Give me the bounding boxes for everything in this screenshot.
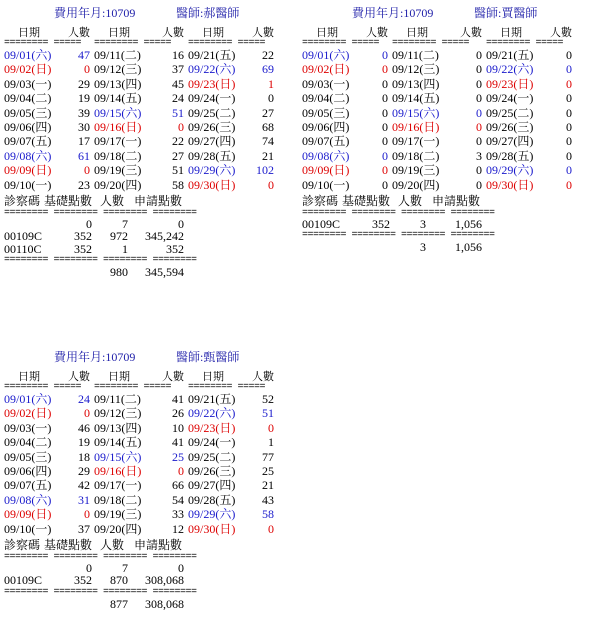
count-cell: 0 — [382, 177, 388, 192]
date-cell: 09/27(四) — [486, 134, 534, 149]
count-cell: 0 — [382, 91, 388, 106]
date-cell: 09/26(三) — [188, 120, 236, 134]
count-cell: 29 — [78, 76, 90, 91]
date-cell: 09/15(六) — [392, 105, 440, 120]
column-header-date: 日期 — [18, 371, 40, 383]
summary-code: 00109C — [302, 217, 341, 231]
count-cell: 58 — [262, 507, 274, 522]
date-cell: 09/18(二) — [392, 148, 440, 163]
count-cell: 46 — [78, 420, 90, 435]
summary-header-base: 基礎點數 — [44, 194, 93, 208]
date-cell: 09/01(六) — [4, 392, 52, 406]
column-header-count: 人數 — [366, 27, 388, 39]
count-cell: 17 — [78, 134, 90, 149]
summary-header-code: 診察碼 — [4, 538, 41, 552]
summary-people: 870 — [110, 573, 128, 588]
date-cell: 09/25(二) — [188, 449, 236, 464]
total-claim: 308,068 — [145, 596, 184, 611]
count-cell: 39 — [78, 105, 90, 120]
count-cell: 27 — [172, 148, 184, 163]
count-cell: 0 — [566, 76, 572, 91]
count-cell: 0 — [476, 62, 482, 77]
divider-rule: ======== ======== ======== ======== — [4, 552, 197, 563]
count-cell: 43 — [262, 492, 274, 507]
count-cell: 0 — [566, 105, 572, 120]
date-cell: 09/11(二) — [94, 48, 141, 62]
date-cell: 09/04(二) — [302, 91, 350, 106]
date-cell: 09/01(六) — [4, 48, 52, 62]
count-cell: 42 — [78, 478, 90, 493]
count-cell: 33 — [172, 507, 184, 522]
summary-claim: 1,056 — [455, 217, 482, 231]
date-cell: 09/14(五) — [94, 91, 142, 106]
count-cell: 22 — [172, 134, 184, 149]
summary-people: 7 — [122, 217, 128, 231]
summary-people: 972 — [110, 229, 128, 244]
column-header-date: 日期 — [500, 27, 522, 39]
count-cell: 0 — [476, 91, 482, 106]
count-cell: 30 — [78, 120, 90, 134]
summary-base: 352 — [372, 217, 390, 231]
count-cell: 41 — [172, 392, 184, 406]
date-cell: 09/07(五) — [4, 478, 52, 493]
count-cell: 0 — [178, 120, 184, 134]
date-cell: 09/02(日) — [4, 62, 52, 77]
count-cell: 0 — [476, 120, 482, 134]
divider-rule: ======== ===== — [392, 38, 470, 49]
count-cell: 77 — [262, 449, 274, 464]
date-cell: 09/19(三) — [94, 507, 142, 522]
count-cell: 51 — [172, 163, 184, 178]
count-cell: 51 — [172, 105, 184, 120]
total-people: 980 — [110, 265, 128, 280]
date-cell: 09/15(六) — [94, 449, 142, 464]
count-cell: 41 — [172, 435, 184, 450]
summary-base: 352 — [74, 573, 92, 588]
date-cell: 09/19(三) — [94, 163, 142, 178]
count-cell: 16 — [172, 48, 184, 62]
summary-code: 00109C — [4, 229, 43, 244]
count-cell: 0 — [178, 464, 184, 478]
date-cell: 09/21(五) — [188, 392, 236, 406]
count-cell: 0 — [566, 134, 572, 149]
summary-base: 352 — [74, 241, 92, 256]
count-cell: 0 — [566, 91, 572, 106]
summary-claim: 345,242 — [145, 229, 184, 244]
date-cell: 09/08(六) — [302, 148, 350, 163]
date-cell: 09/11(二) — [94, 392, 141, 406]
count-cell: 0 — [566, 120, 572, 134]
count-cell: 31 — [78, 492, 90, 507]
divider-rule: ======== ===== — [4, 38, 82, 49]
count-cell: 47 — [78, 48, 90, 62]
doctor-block — [2, 350, 282, 620]
date-cell: 09/13(四) — [94, 76, 142, 91]
column-header-count: 人數 — [460, 27, 482, 39]
fee-period-label: 費用年月:10709 — [54, 350, 136, 364]
count-cell: 0 — [382, 148, 388, 163]
column-header-count: 人數 — [68, 27, 90, 39]
doctor-name-label: 醫師:郝醫師 — [176, 6, 240, 20]
divider-rule: ======== ===== — [486, 38, 564, 49]
date-cell: 09/01(六) — [302, 48, 350, 62]
date-cell: 09/24(一) — [486, 91, 534, 106]
count-cell: 26 — [172, 406, 184, 421]
summary-header-code: 診察碼 — [302, 194, 339, 208]
divider-rule: ======== ===== — [188, 38, 266, 49]
count-cell: 24 — [78, 392, 90, 406]
date-cell: 09/14(五) — [94, 435, 142, 450]
count-cell: 0 — [84, 406, 90, 421]
date-cell: 09/12(三) — [94, 406, 142, 421]
summary-base: 0 — [86, 561, 92, 575]
date-cell: 09/17(一) — [94, 134, 142, 149]
count-cell: 0 — [476, 48, 482, 62]
date-cell: 09/11(二) — [392, 48, 439, 62]
date-cell: 09/30(日) — [188, 177, 236, 192]
date-cell: 09/20(四) — [392, 177, 440, 192]
total-claim: 345,594 — [145, 265, 184, 280]
count-cell: 0 — [566, 62, 572, 77]
count-cell: 24 — [172, 91, 184, 106]
column-header-count: 人數 — [162, 27, 184, 39]
count-cell: 29 — [78, 464, 90, 478]
date-cell: 09/27(四) — [188, 478, 236, 493]
date-cell: 09/24(一) — [188, 435, 236, 450]
total-people: 877 — [110, 596, 128, 611]
count-cell: 0 — [268, 521, 274, 536]
count-cell: 0 — [476, 134, 482, 149]
count-cell: 0 — [566, 148, 572, 163]
date-cell: 09/23(日) — [188, 76, 236, 91]
date-cell: 09/15(六) — [94, 105, 142, 120]
count-cell: 23 — [78, 177, 90, 192]
date-cell: 09/06(四) — [302, 120, 350, 134]
date-cell: 09/04(二) — [4, 435, 52, 450]
date-cell: 09/20(四) — [94, 521, 142, 536]
date-cell: 09/21(五) — [188, 48, 236, 62]
column-header-date: 日期 — [202, 371, 224, 383]
date-cell: 09/27(四) — [188, 134, 236, 149]
date-cell: 09/26(三) — [188, 464, 236, 478]
divider-rule: ======== ===== — [188, 382, 266, 393]
column-header-count: 人數 — [68, 371, 90, 383]
date-cell: 09/12(三) — [94, 62, 142, 77]
count-cell: 51 — [262, 406, 274, 421]
count-cell: 21 — [262, 478, 274, 493]
count-cell: 10 — [172, 420, 184, 435]
date-cell: 09/10(一) — [4, 521, 52, 536]
count-cell: 25 — [262, 464, 274, 478]
count-cell: 0 — [382, 48, 388, 62]
summary-header-people: 人數 — [100, 538, 125, 552]
fee-period-label: 費用年月:10709 — [352, 6, 434, 20]
count-cell: 0 — [84, 163, 90, 178]
count-cell: 0 — [268, 91, 274, 106]
date-cell: 09/13(四) — [392, 76, 440, 91]
date-cell: 09/10(一) — [302, 177, 350, 192]
total-claim: 1,056 — [455, 240, 482, 255]
doctor-name-label: 醫師:賈醫師 — [474, 6, 538, 20]
column-header-date: 日期 — [316, 27, 338, 39]
count-cell: 19 — [78, 435, 90, 450]
date-cell: 09/03(一) — [4, 420, 52, 435]
divider-rule: ======== ======== ======== ======== — [302, 208, 495, 219]
summary-code: 00109C — [4, 573, 43, 588]
date-cell: 09/17(一) — [94, 478, 142, 493]
count-cell: 21 — [262, 148, 274, 163]
count-cell: 66 — [172, 478, 184, 493]
date-cell: 09/26(三) — [486, 120, 534, 134]
summary-header-claim: 申請點數 — [134, 194, 183, 208]
summary-people: 7 — [122, 561, 128, 575]
column-header-date: 日期 — [108, 371, 130, 383]
date-cell: 09/08(六) — [4, 148, 52, 163]
date-cell: 09/07(五) — [302, 134, 350, 149]
date-cell: 09/03(一) — [4, 76, 52, 91]
count-cell: 74 — [262, 134, 274, 149]
date-cell: 09/22(六) — [188, 406, 236, 421]
date-cell: 09/05(三) — [4, 449, 52, 464]
count-cell: 37 — [78, 521, 90, 536]
count-cell: 1 — [268, 435, 274, 450]
summary-claim: 352 — [166, 241, 184, 256]
date-cell: 09/29(六) — [188, 163, 236, 178]
count-cell: 58 — [172, 177, 184, 192]
date-cell: 09/25(二) — [486, 105, 534, 120]
date-cell: 09/30(日) — [188, 521, 236, 536]
summary-base: 352 — [74, 229, 92, 244]
count-cell: 25 — [172, 449, 184, 464]
date-cell: 09/10(一) — [4, 177, 52, 192]
date-cell: 09/06(四) — [4, 464, 52, 478]
count-cell: 69 — [262, 62, 274, 77]
date-cell: 09/03(一) — [302, 76, 350, 91]
divider-rule: ======== ===== — [302, 38, 380, 49]
column-header-count: 人數 — [550, 27, 572, 39]
date-cell: 09/13(四) — [94, 420, 142, 435]
summary-code: 00110C — [4, 241, 42, 256]
divider-rule: ======== ===== — [94, 382, 172, 393]
total-people: 3 — [420, 240, 426, 255]
summary-claim: 0 — [178, 217, 184, 231]
summary-header-claim: 申請點數 — [134, 538, 183, 552]
date-cell: 09/02(日) — [4, 406, 52, 421]
column-header-count: 人數 — [252, 371, 274, 383]
date-cell: 09/09(日) — [4, 163, 52, 178]
date-cell: 09/07(五) — [4, 134, 52, 149]
date-cell: 09/16(日) — [392, 120, 440, 134]
count-cell: 0 — [268, 420, 274, 435]
date-cell: 09/06(四) — [4, 120, 52, 134]
column-header-date: 日期 — [202, 27, 224, 39]
doctor-block — [2, 6, 282, 280]
date-cell: 09/25(二) — [188, 105, 236, 120]
count-cell: 0 — [476, 177, 482, 192]
count-cell: 45 — [172, 76, 184, 91]
count-cell: 0 — [84, 507, 90, 522]
date-cell: 09/08(六) — [4, 492, 52, 507]
summary-header-code: 診察碼 — [4, 194, 41, 208]
count-cell: 54 — [172, 492, 184, 507]
date-cell: 09/22(六) — [486, 62, 534, 77]
date-cell: 09/14(五) — [392, 91, 440, 106]
column-header-date: 日期 — [406, 27, 428, 39]
date-cell: 09/04(二) — [4, 91, 52, 106]
date-cell: 09/16(日) — [94, 120, 142, 134]
date-cell: 09/24(一) — [188, 91, 236, 106]
count-cell: 61 — [78, 148, 90, 163]
summary-header-claim: 申請點數 — [432, 194, 481, 208]
date-cell: 09/21(五) — [486, 48, 534, 62]
count-cell: 37 — [172, 62, 184, 77]
count-cell: 0 — [84, 62, 90, 77]
date-cell: 09/12(三) — [392, 62, 440, 77]
date-cell: 09/23(日) — [188, 420, 236, 435]
date-cell: 09/16(日) — [94, 464, 142, 478]
count-cell: 22 — [262, 48, 274, 62]
count-cell: 68 — [262, 120, 274, 134]
date-cell: 09/29(六) — [188, 507, 236, 522]
date-cell: 09/19(三) — [392, 163, 440, 178]
summary-people: 3 — [420, 217, 426, 231]
date-cell: 09/05(三) — [302, 105, 350, 120]
date-cell: 09/09(日) — [4, 507, 52, 522]
summary-header-base: 基礎點數 — [44, 538, 93, 552]
date-cell: 09/20(四) — [94, 177, 142, 192]
date-cell: 09/28(五) — [486, 148, 534, 163]
divider-rule: ======== ======== ======== ======== — [4, 586, 197, 598]
count-cell: 1 — [268, 76, 274, 91]
date-cell: 09/30(日) — [486, 177, 534, 192]
date-cell: 09/09(日) — [302, 163, 350, 178]
count-cell: 0 — [382, 76, 388, 91]
date-cell: 09/22(六) — [188, 62, 236, 77]
count-cell: 12 — [172, 521, 184, 536]
count-cell: 52 — [262, 392, 274, 406]
count-cell: 0 — [382, 105, 388, 120]
count-cell: 19 — [78, 91, 90, 106]
count-cell: 0 — [382, 163, 388, 178]
date-cell: 09/05(三) — [4, 105, 52, 120]
count-cell: 0 — [476, 163, 482, 178]
date-cell: 09/29(六) — [486, 163, 534, 178]
count-cell: 27 — [262, 105, 274, 120]
date-cell: 09/17(一) — [392, 134, 440, 149]
count-cell: 0 — [566, 163, 572, 178]
count-cell: 102 — [256, 163, 274, 178]
date-cell: 09/23(日) — [486, 76, 534, 91]
date-cell: 09/18(二) — [94, 492, 142, 507]
summary-base: 0 — [86, 217, 92, 231]
count-cell: 0 — [268, 177, 274, 192]
count-cell: 0 — [382, 62, 388, 77]
column-header-date: 日期 — [108, 27, 130, 39]
date-cell: 09/28(五) — [188, 492, 236, 507]
divider-rule: ======== ======== ======== ======== — [4, 208, 197, 219]
summary-header-people: 人數 — [100, 194, 125, 208]
count-cell: 0 — [476, 76, 482, 91]
count-cell: 0 — [566, 48, 572, 62]
summary-header-base: 基礎點數 — [342, 194, 391, 208]
divider-rule: ======== ===== — [4, 382, 82, 393]
divider-rule: ======== ======== ======== ======== — [4, 255, 197, 267]
date-cell: 09/02(日) — [302, 62, 350, 77]
divider-rule: ======== ===== — [94, 38, 172, 49]
column-header-count: 人數 — [252, 27, 274, 39]
date-cell: 09/18(二) — [94, 148, 142, 163]
count-cell: 0 — [476, 105, 482, 120]
column-header-date: 日期 — [18, 27, 40, 39]
date-cell: 09/28(五) — [188, 148, 236, 163]
count-cell: 0 — [566, 177, 572, 192]
column-header-count: 人數 — [162, 371, 184, 383]
count-cell: 18 — [78, 449, 90, 464]
summary-people: 1 — [122, 241, 128, 256]
doctor-name-label: 醫師:甄醫師 — [176, 350, 240, 364]
summary-claim: 0 — [178, 561, 184, 575]
count-cell: 3 — [476, 148, 482, 163]
fee-period-label: 費用年月:10709 — [54, 6, 136, 20]
divider-rule: ======== ======== ======== ======== — [302, 230, 495, 242]
count-cell: 0 — [382, 120, 388, 134]
doctor-block — [300, 6, 580, 276]
summary-claim: 308,068 — [145, 573, 184, 588]
summary-header-people: 人數 — [398, 194, 423, 208]
count-cell: 0 — [382, 134, 388, 149]
